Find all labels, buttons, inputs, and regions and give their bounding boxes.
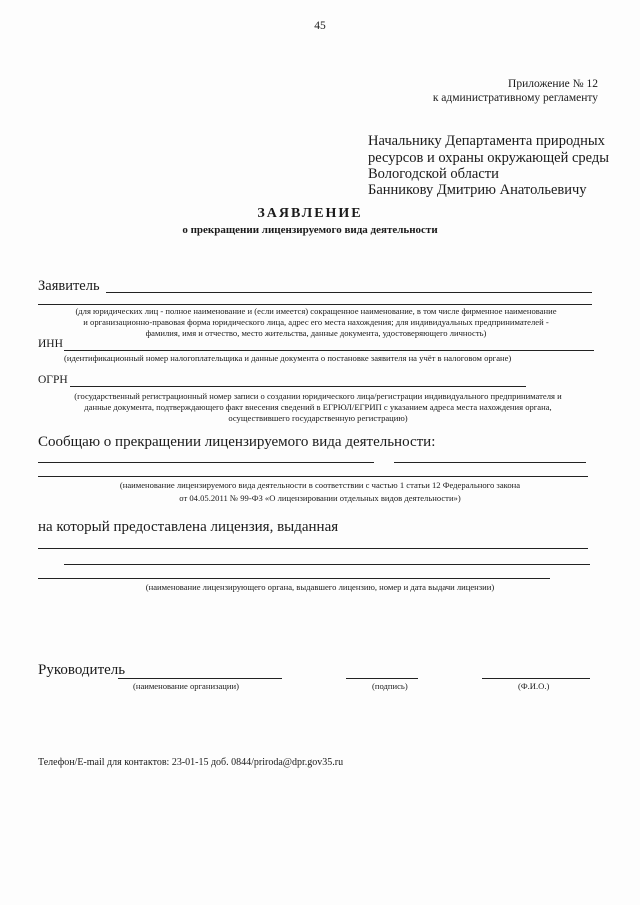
- ogrn-hint-1: (государственный регистрационный номер записи о создании юридического лица/регистрации индивидуального предпринимателя и: [74, 391, 562, 401]
- addressee-line-2: ресурсов и охраны окружающей среды: [368, 150, 610, 166]
- ogrn-field-line[interactable]: [70, 386, 526, 387]
- addressee-line-1: Начальнику Департамента природных: [368, 133, 605, 149]
- ogrn-label: ОГРН: [38, 374, 68, 386]
- applicant-label: Заявитель: [38, 278, 100, 294]
- full-name-field-line[interactable]: [482, 678, 590, 679]
- applicant-field-line-2[interactable]: [38, 304, 592, 305]
- license-field-line-3[interactable]: [38, 578, 550, 579]
- applicant-hint-2: и организационно-правовая форма юридического лица, адрес его места нахождения; для индивидуальных предпринимателей -: [83, 317, 549, 327]
- applicant-hint-3: фамилия, имя и отчество, место жительства, данные документа, удостоверяющего личность): [145, 328, 487, 338]
- addressee-line-3: Вологодской области: [368, 166, 499, 182]
- termination-hint-2: от 04.05.2011 № 99-ФЗ «О лицензировании отдельных видов деятельности»): [179, 493, 461, 503]
- license-field-line-2[interactable]: [64, 564, 590, 565]
- activity-field-line-1b[interactable]: [394, 462, 586, 463]
- appendix-line-1: Приложение № 12: [508, 78, 598, 90]
- activity-field-line-2[interactable]: [38, 476, 588, 477]
- inn-hint: (идентификационный номер налогоплательщика и данные документа о постановке заявителя на учёт в налоговом органе): [64, 353, 512, 363]
- ogrn-hint-2: данные документа, подтверждающего факт внесения сведений в ЕГРЮЛ/ЕГРИП с указанием адреса места нахождения органа,: [84, 402, 552, 412]
- signature-field-line[interactable]: [346, 678, 418, 679]
- organization-hint: (наименование организации): [133, 681, 239, 691]
- inn-label: ИНН: [38, 338, 63, 350]
- organization-field-line[interactable]: [118, 678, 282, 679]
- license-field-line-1[interactable]: [38, 548, 588, 549]
- inn-field-line[interactable]: [64, 350, 594, 351]
- document-subtitle: о прекращении лицензируемого вида деятельности: [182, 224, 438, 236]
- head-label: Руководитель: [38, 662, 126, 678]
- activity-field-line-1a[interactable]: [38, 462, 374, 463]
- document-title: ЗАЯВЛЕНИЕ: [257, 206, 363, 221]
- page-number: 45: [314, 20, 326, 32]
- addressee-line-4: Банникову Дмитрию Анатольевичу: [368, 182, 587, 198]
- termination-hint-1: (наименование лицензируемого вида деятельности в соответствии с частью 1 статьи 12 Федерального закона: [119, 480, 521, 490]
- ogrn-hint-3: осуществившего государственную регистрацию): [228, 413, 408, 423]
- contacts-line: Телефон/E-mail для контактов: 23-01-15 доб. 0844/priroda@dpr.gov35.ru: [38, 757, 344, 768]
- signature-hint: (подпись): [372, 681, 408, 691]
- license-hint: (наименование лицензирующего органа, выдавшего лицензию, номер и дата выдачи лицензии): [145, 582, 495, 592]
- termination-statement: Сообщаю о прекращении лицензируемого вида деятельности:: [38, 434, 436, 450]
- full-name-hint: (Ф.И.О.): [518, 681, 550, 691]
- appendix-line-2: к административному регламенту: [432, 92, 598, 104]
- applicant-field-line[interactable]: [106, 292, 592, 293]
- applicant-hint-1: (для юридических лиц - полное наименование и (если имеется) сокращенное наименование, в том числе фирменное наименование: [75, 306, 557, 316]
- license-statement: на который предоставлена лицензия, выданная: [38, 519, 339, 535]
